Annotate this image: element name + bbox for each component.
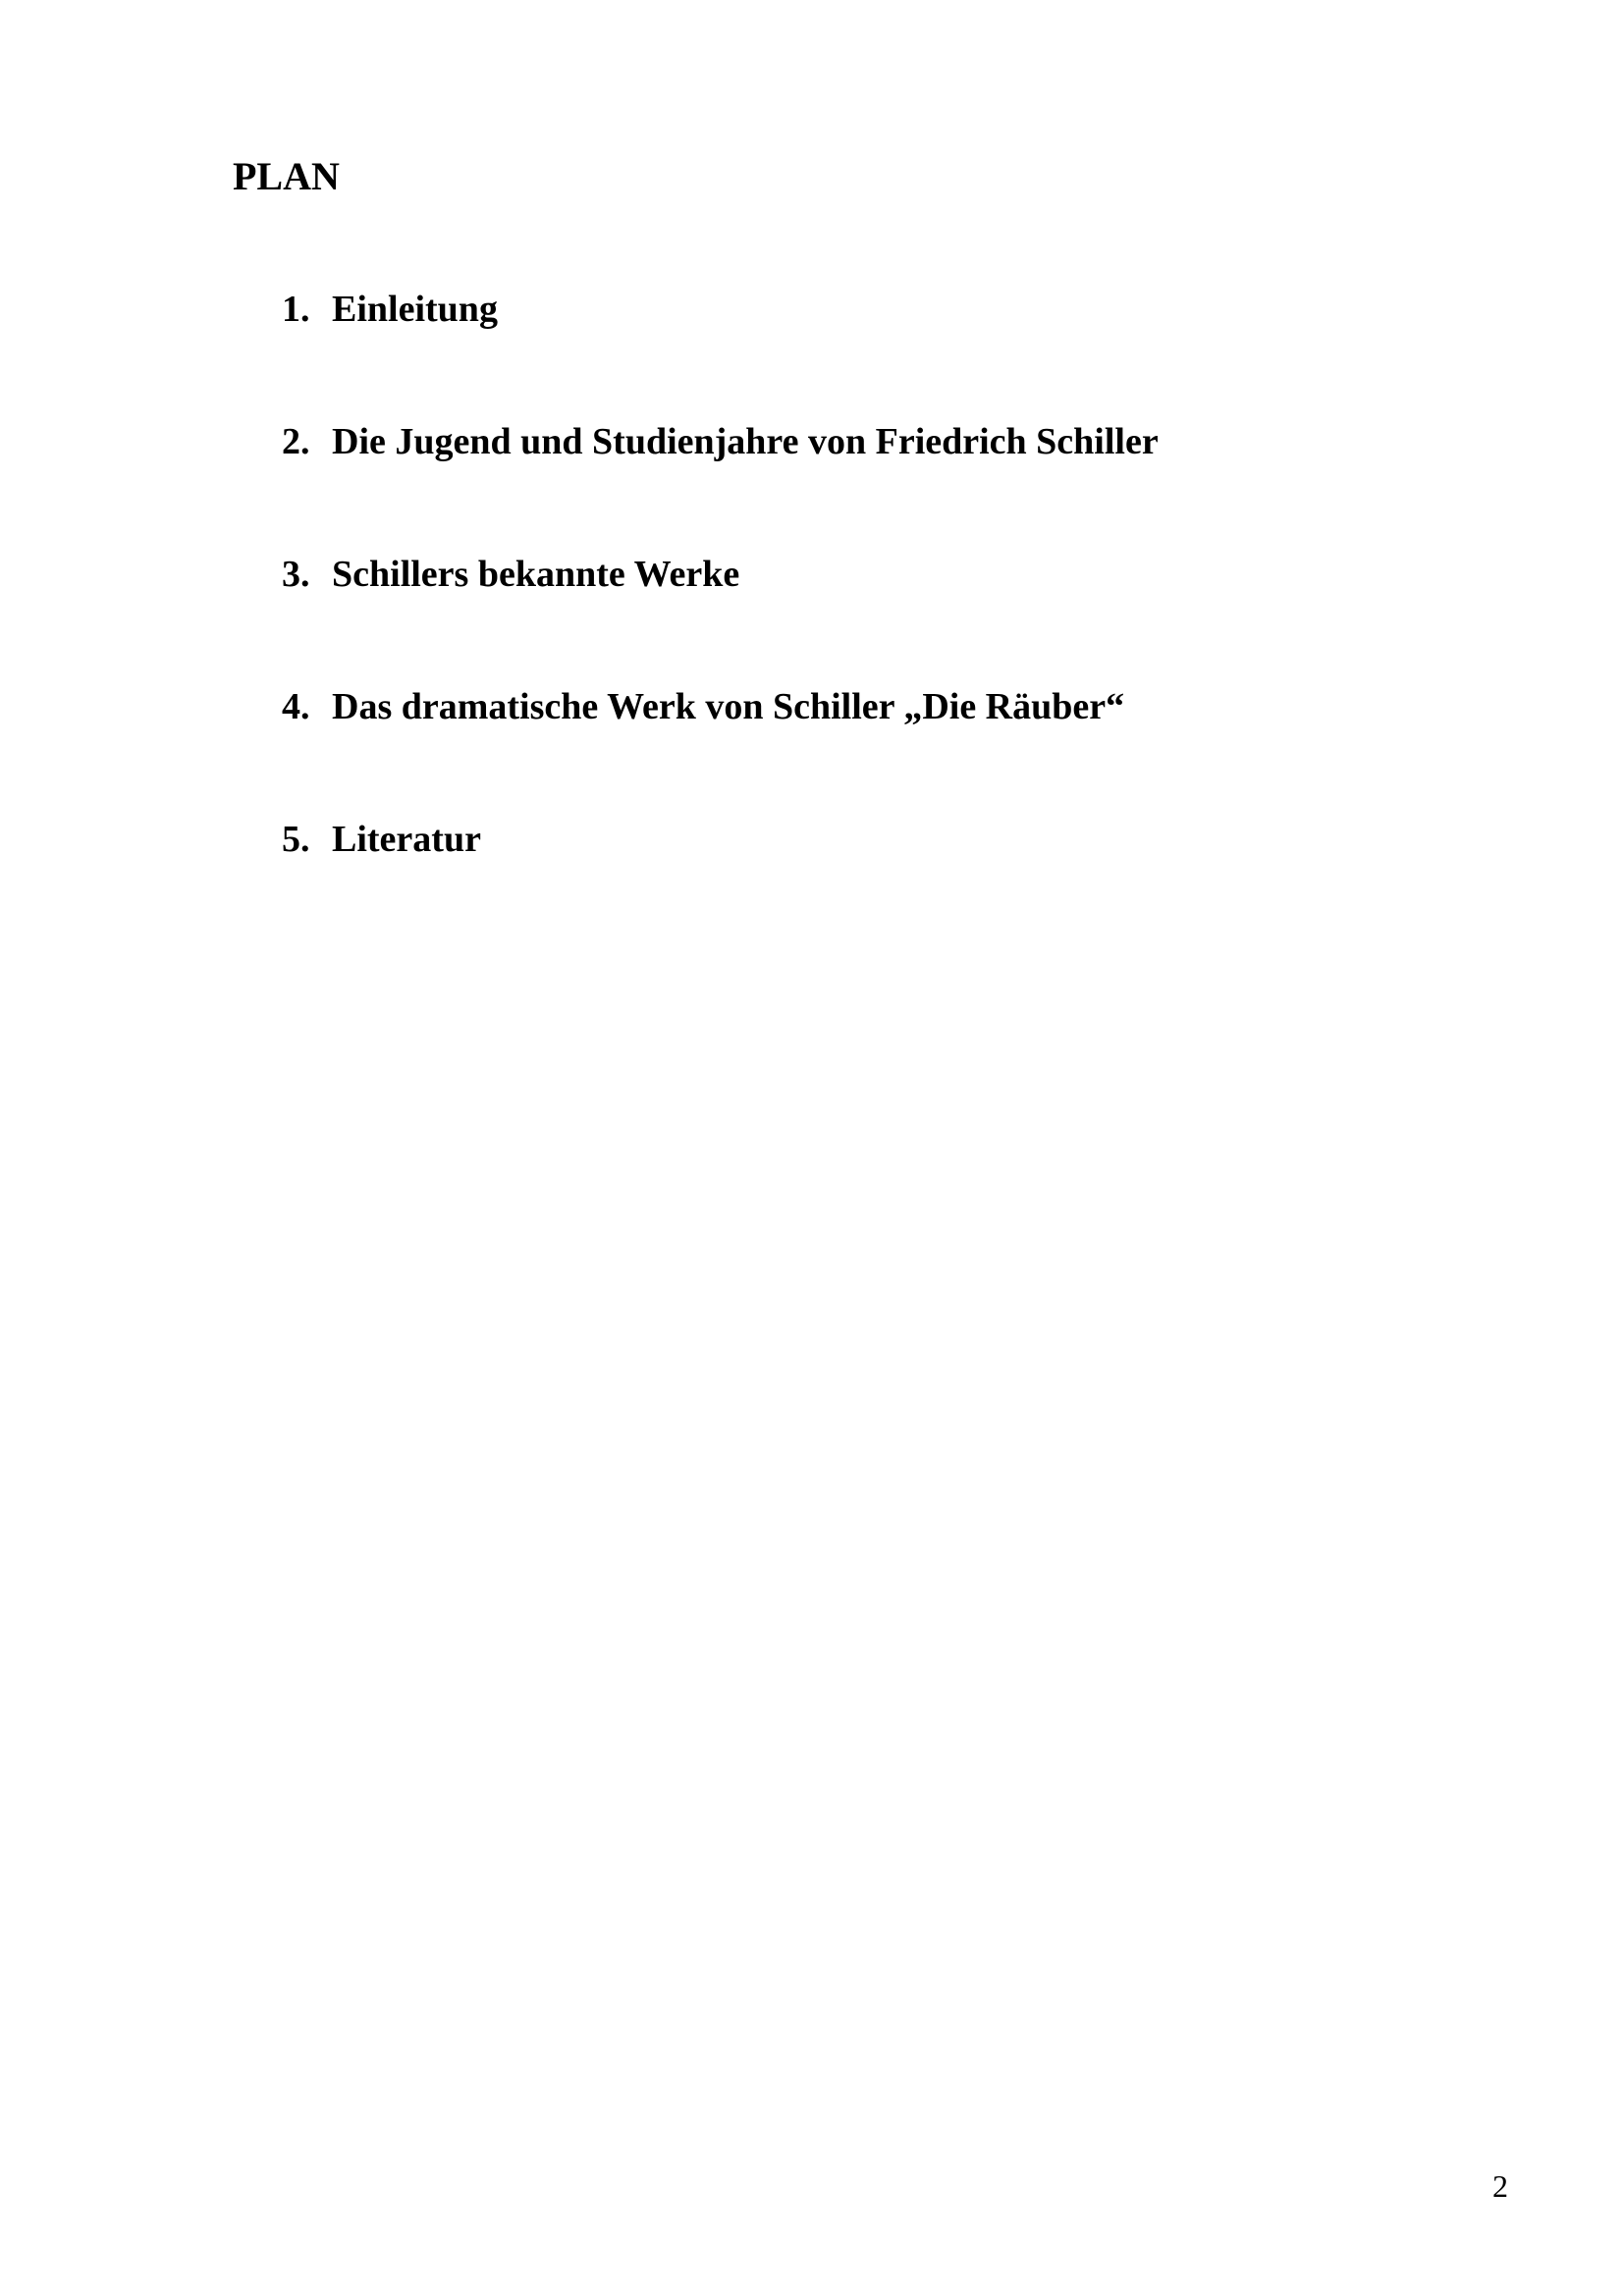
- toc-item-3: [282, 550, 1159, 682]
- toc-item-number: 4.: [282, 686, 310, 727]
- toc-item-number: 3.: [282, 554, 310, 595]
- toc-item-title: Literatur: [332, 819, 481, 860]
- toc-item-2: [282, 417, 1159, 550]
- page-number: 2: [1492, 2168, 1508, 2204]
- toc-item-title: Das dramatische Werk von Schiller „Die Räuber“: [332, 686, 1125, 727]
- toc-item-title: Die Jugend und Studienjahre von Friedrich Schiller: [332, 421, 1159, 462]
- toc-item-number: 2.: [282, 421, 310, 462]
- toc-item-title: Schillers bekannte Werke: [332, 554, 740, 595]
- table-of-contents: [282, 285, 1159, 947]
- toc-item-number: 1.: [282, 289, 310, 330]
- toc-item-4: [282, 682, 1159, 815]
- page-title: PLAN: [233, 154, 340, 198]
- toc-item-1: [282, 285, 1159, 417]
- toc-item-title: Einleitung: [332, 289, 498, 330]
- toc-item-number: 5.: [282, 819, 310, 860]
- toc-item-5: [282, 815, 1159, 947]
